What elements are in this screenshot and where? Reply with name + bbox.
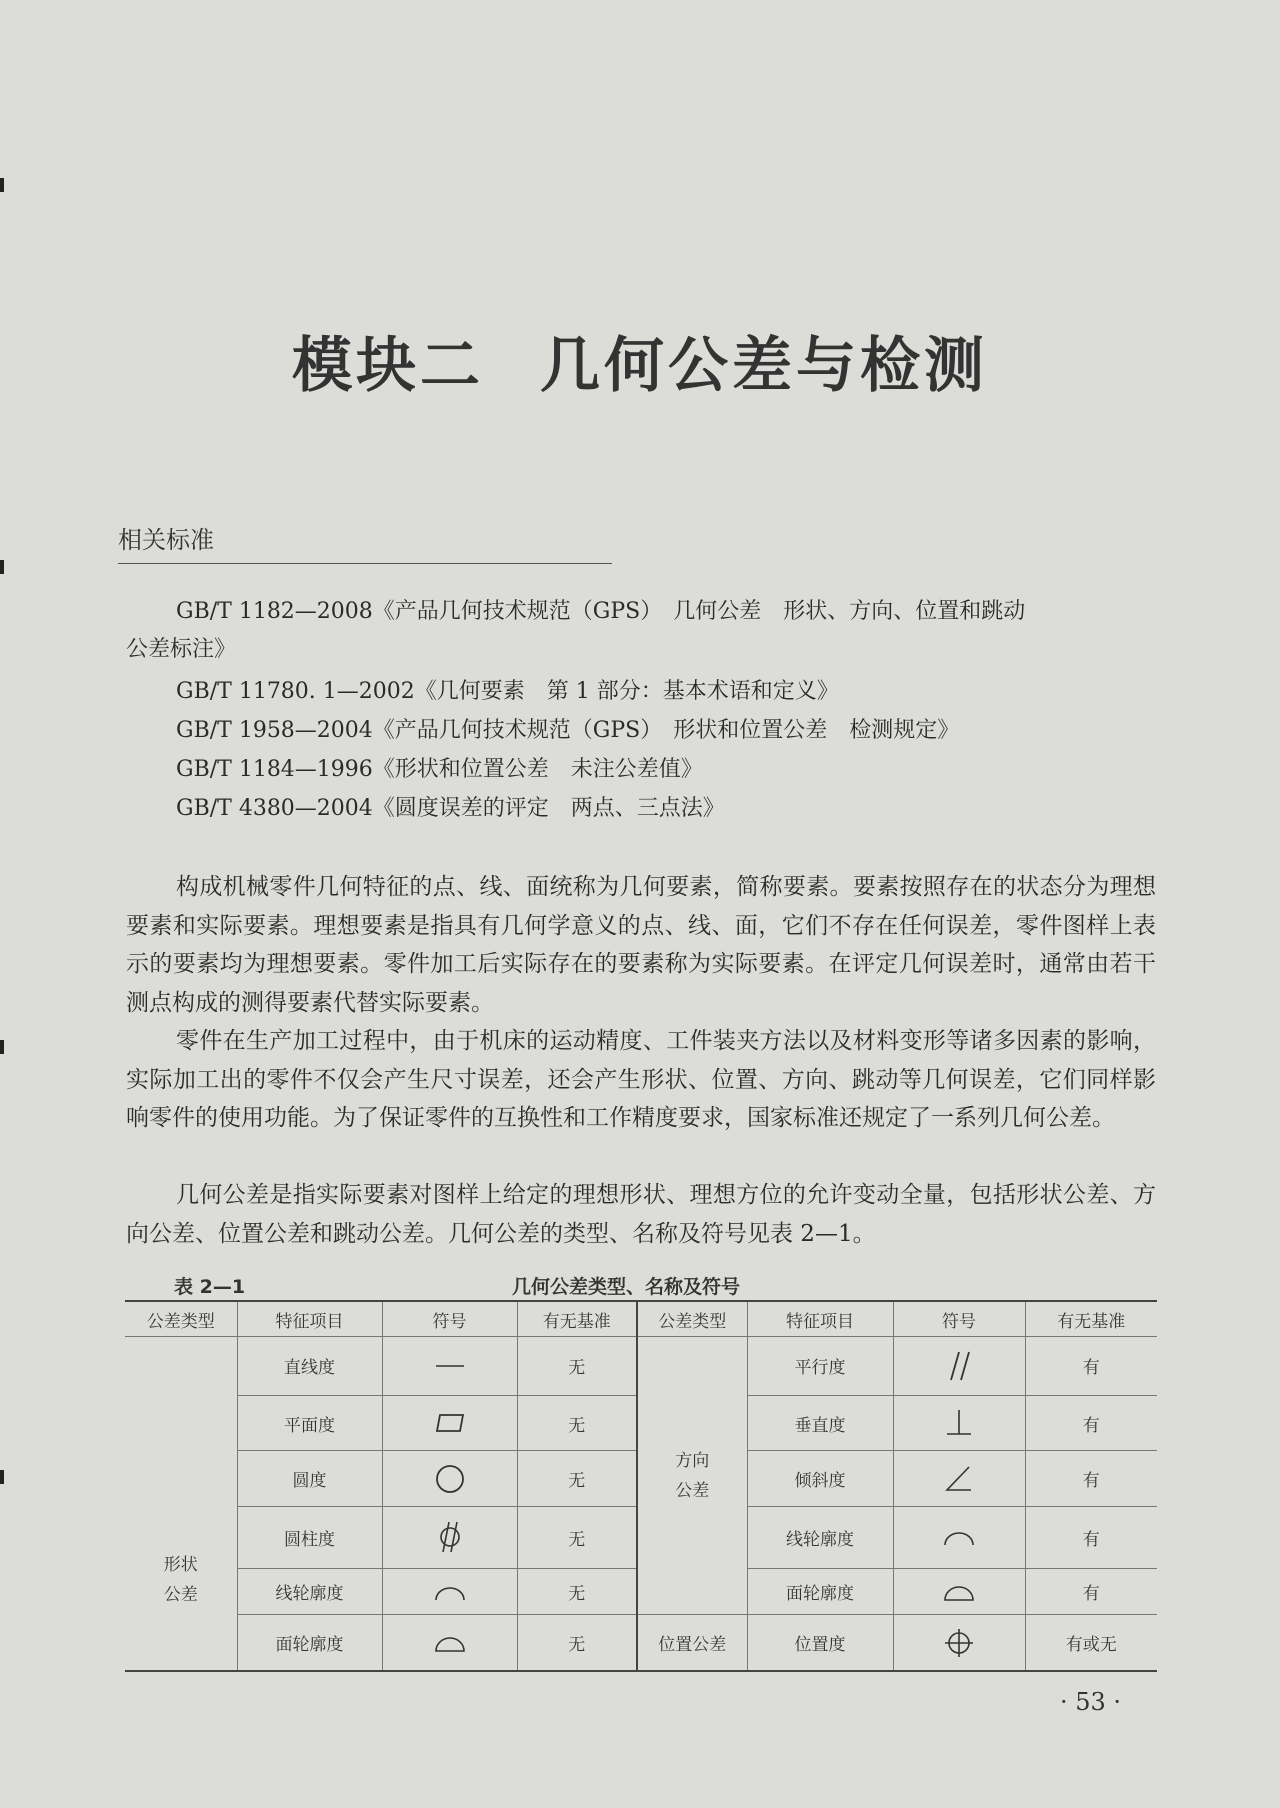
feature-cell: 位置度 [747, 1615, 893, 1671]
standard-line: GB/T 1184—1996《形状和位置公差 未注公差值》 [176, 757, 703, 782]
binding-mark [0, 178, 4, 192]
datum-cell: 无 [517, 1615, 637, 1671]
symbol-cell [382, 1395, 517, 1451]
module-title-text: 几何公差与检测 [540, 331, 988, 401]
standard-line: GB/T 4380—2004《圆度误差的评定 两点、三点法》 [176, 796, 725, 821]
standard-line-cont: 公差标注》 [126, 637, 237, 662]
feature-cell: 圆度 [237, 1451, 382, 1507]
surface-profile-icon [430, 1629, 470, 1657]
table-row [125, 1337, 1157, 1396]
datum-cell: 有或无 [1025, 1615, 1157, 1671]
surface-profile-icon [939, 1578, 979, 1606]
body-paragraph: 构成机械零件几何特征的点、线、面统称为几何要素，简称要素。要素按照存在的状态分为理想要素和实际要素。理想要素是指具有几何学意义的点、线、面，它们不存在任何误差，零件图样上表示的要素均为理想要素。零件加工后实际存在的要素称为实际要素。在评定几何误差时，通常由若干测点构成的测得要素代替实际要素。 [126, 874, 1156, 1016]
tolerance-table [125, 1300, 1157, 1672]
body-paragraph: 零件在生产加工过程中，由于机床的运动精度、工件装夹方法以及材料变形等诸多因素的影响，实际加工出的零件不仅会产生尺寸误差，还会产生形状、位置、方向、跳动等几何误差，它们同样影响零件的使用功能。为了保证零件的互换性和工作精度要求，国家标准还规定了一系列几何公差。 [126, 1028, 1156, 1131]
standard-line: GB/T 11780. 1—2002《几何要素 第 1 部分：基本术语和定义》 [176, 679, 839, 704]
binding-mark [0, 560, 4, 574]
feature-cell: 面轮廓度 [237, 1615, 382, 1671]
standard-line: GB/T 1958—2004《产品几何技术规范（GPS） 形状和位置公差 检测规定》 [176, 718, 960, 743]
perpendicularity-icon [939, 1406, 979, 1440]
table-row [125, 1615, 1157, 1671]
module-title-number: 模块二 [292, 331, 484, 401]
header-cell: 特征项目 [747, 1301, 893, 1337]
standard-item [126, 673, 1166, 711]
standard-item [126, 712, 1166, 750]
datum-cell: 有 [1025, 1395, 1157, 1451]
angularity-icon [939, 1462, 979, 1496]
cylindricity-icon [430, 1518, 470, 1556]
feature-cell: 平面度 [237, 1395, 382, 1451]
symbol-cell [893, 1568, 1025, 1614]
flatness-icon [430, 1409, 470, 1437]
form-tolerance-group: 形状 公差 [125, 1337, 237, 1672]
binding-mark [0, 1470, 4, 1484]
header-cell: 公差类型 [637, 1301, 747, 1337]
header-cell: 符号 [382, 1301, 517, 1337]
symbol-cell [893, 1337, 1025, 1396]
parallelism-icon [939, 1348, 979, 1384]
feature-cell: 直线度 [237, 1337, 382, 1396]
line-profile-icon [939, 1523, 979, 1551]
feature-cell: 面轮廓度 [747, 1568, 893, 1614]
header-cell: 有无基准 [1025, 1301, 1157, 1337]
feature-cell: 平行度 [747, 1337, 893, 1396]
datum-cell: 有 [1025, 1568, 1157, 1614]
symbol-cell [893, 1395, 1025, 1451]
datum-cell: 有 [1025, 1337, 1157, 1396]
symbol-cell [893, 1615, 1025, 1671]
standard-item [126, 593, 1166, 669]
standard-item [126, 751, 1166, 789]
feature-cell: 倾斜度 [747, 1451, 893, 1507]
header-cell: 符号 [893, 1301, 1025, 1337]
section-heading: 相关标准 [118, 520, 612, 564]
standard-item [126, 790, 1166, 828]
header-cell: 特征项目 [237, 1301, 382, 1337]
datum-cell: 有 [1025, 1507, 1157, 1569]
feature-cell: 线轮廓度 [237, 1568, 382, 1614]
feature-cell: 垂直度 [747, 1395, 893, 1451]
datum-cell: 无 [517, 1451, 637, 1507]
datum-cell: 无 [517, 1568, 637, 1614]
datum-cell: 无 [517, 1337, 637, 1396]
line-profile-icon [430, 1578, 470, 1606]
datum-cell: 无 [517, 1507, 637, 1569]
symbol-cell [382, 1451, 517, 1507]
feature-cell: 线轮廓度 [747, 1507, 893, 1569]
location-tolerance-group: 位置公差 [637, 1615, 747, 1671]
binding-mark [0, 1040, 4, 1054]
header-cell: 有无基准 [517, 1301, 637, 1337]
module-title [0, 318, 1280, 404]
symbol-cell [893, 1507, 1025, 1569]
symbol-cell [893, 1451, 1025, 1507]
body-paragraph: 几何公差是指实际要素对图样上给定的理想形状、理想方位的允许变动全量，包括形状公差、方向公差、位置公差和跳动公差。几何公差的类型、名称及符号见表 2—1。 [126, 1182, 1156, 1247]
position-icon [939, 1626, 979, 1660]
symbol-cell [382, 1507, 517, 1569]
feature-cell: 圆柱度 [237, 1507, 382, 1569]
table-label: 表 2—1 [174, 1276, 246, 1298]
table-header-row [125, 1301, 1157, 1337]
symbol-cell [382, 1568, 517, 1614]
header-cell: 公差类型 [125, 1301, 237, 1337]
table-caption: 几何公差类型、名称及符号 [512, 1276, 741, 1298]
standard-line: GB/T 1182—2008《产品几何技术规范（GPS） 几何公差 形状、方向、位置和跳动 [176, 599, 1026, 624]
circularity-icon [430, 1462, 470, 1496]
datum-cell: 有 [1025, 1451, 1157, 1507]
orientation-tolerance-group: 方向 公差 [637, 1337, 747, 1615]
symbol-cell [382, 1337, 517, 1396]
symbol-cell [382, 1615, 517, 1671]
straightness-icon [430, 1356, 470, 1376]
datum-cell: 无 [517, 1395, 637, 1451]
page-number: · 53 · [1060, 1688, 1122, 1716]
